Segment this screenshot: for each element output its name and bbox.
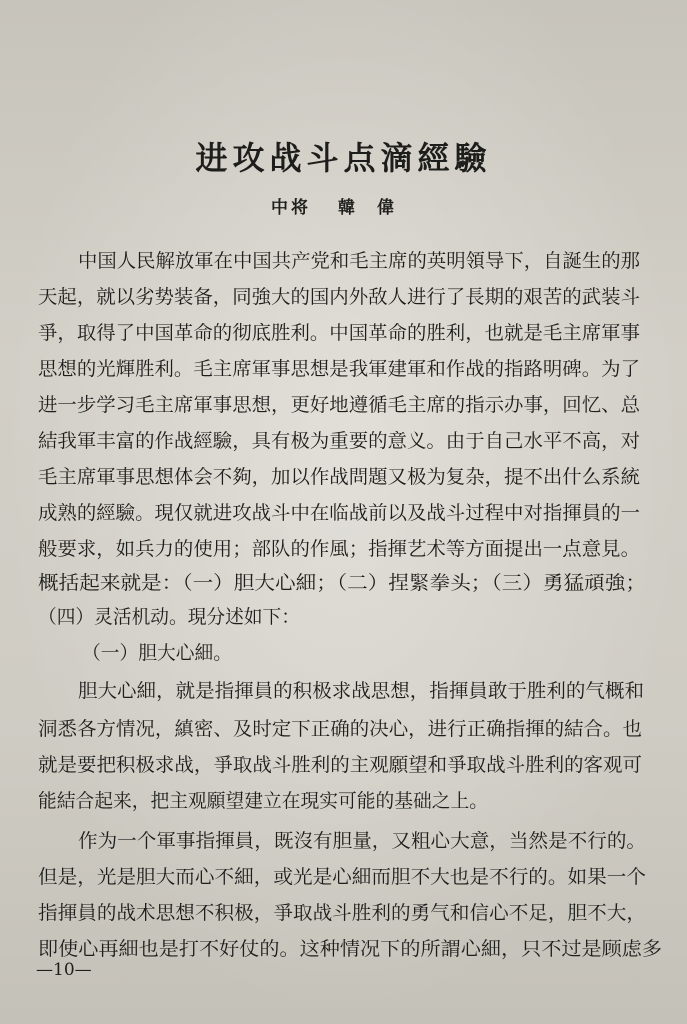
text-line: 成熟的經驗。現仅就进攻战斗中在临战前以及战斗过程中对指揮員的一 — [38, 502, 640, 524]
text-line: 般要求，如兵力的使用；部队的作風；指揮艺术等方面提出一点意見。 — [38, 538, 640, 560]
text-line: 思想的光輝胜利。毛主席軍事思想是我軍建軍和作战的指路明碑。为了 — [38, 358, 640, 380]
text-line: 毛主席軍事思想体会不夠，加以作战問題又极为复杂，提不出什么系統 — [38, 466, 640, 488]
text-line: 指揮員的战术思想不积极，爭取战斗胜利的勇气和信心不足，胆不大， — [38, 902, 647, 924]
author-line — [0, 196, 687, 220]
text-line: 結我軍丰富的作战經驗，具有极为重要的意义。由于自己水平不高，对 — [38, 430, 640, 452]
text-line: 即使心再細也是打不好仗的。这种情况下的所謂心細，只不过是顾虑多 — [38, 938, 662, 960]
text-line: 进一步学习毛主席軍事思想，更好地遵循毛主席的指示办事，回忆、总 — [38, 394, 640, 416]
text-line: （四）灵活机动。現分述如下： — [38, 606, 300, 628]
text-line: 胆大心細，就是指揮員的积极求战思想，指揮員敢于胜利的气概和 — [78, 680, 644, 702]
text-line: 概括起来就是：（一）胆大心細；（二）捏緊拳头；（三）勇猛頑強； — [38, 572, 646, 594]
text-line: 能結合起来，把主观願望建立在現实可能的基础之上。 — [38, 790, 488, 812]
text-line: 天起，就以劣势装备，同強大的国内外敌人进行了長期的艰苦的武装斗 — [38, 286, 640, 308]
text-line: 就是要把积极求战，爭取战斗胜利的主观願望和爭取战斗胜利的客观可 — [38, 754, 642, 776]
text-line: 洞悉各方情况，縝密、及时定下正确的决心，进行正确指揮的結合。也 — [38, 718, 642, 740]
section-heading: （一）胆大心細。 — [82, 642, 232, 664]
text-line: 但是，光是胆大而心不細，或光是心細而胆不大也是不行的。如果一个 — [38, 866, 647, 888]
article-title: 进攻战斗点滴經驗 — [195, 139, 492, 177]
text-line: 作为一个軍事指揮員，既沒有胆量，又粗心大意，当然是不行的。 — [78, 830, 646, 852]
text-line: 中国人民解放軍在中国共产党和毛主席的英明領导下，自誕生的那 — [78, 250, 640, 272]
text-line: 爭，取得了中国革命的彻底胜利。中国革命的胜利，也就是毛主席軍事 — [38, 322, 640, 344]
author-name: 韓偉 — [337, 198, 416, 218]
page-number: —10— — [36, 960, 92, 980]
author-rank: 中将 — [271, 198, 312, 218]
